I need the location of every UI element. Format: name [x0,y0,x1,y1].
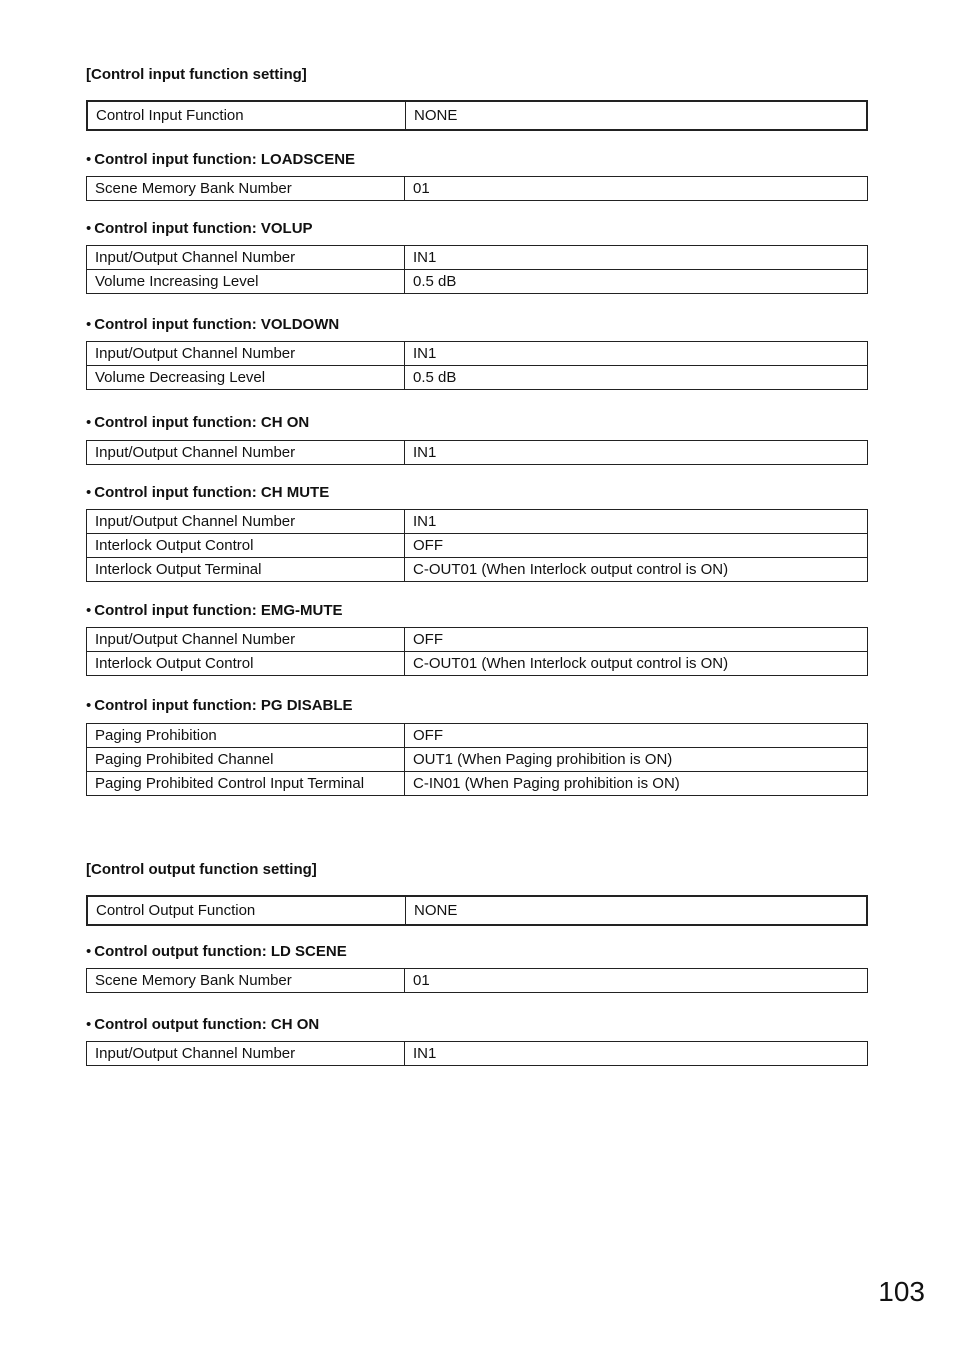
block-title-text: Control input function: EMG-MUTE [94,602,343,619]
bullet: • [86,220,92,237]
table-row [87,896,867,925]
bullet: • [86,1016,92,1033]
table-row [87,441,868,465]
block-title [86,943,347,961]
row-label: Volume Decreasing Level [87,366,405,390]
row-label: Interlock Output Terminal [87,558,405,582]
bullet: • [86,414,92,431]
section-title-input: [Control input function setting] [86,66,307,83]
section-title-output: [Control output function setting] [86,861,317,878]
block-title [86,697,353,715]
row-label: Input/Output Channel Number [87,510,405,534]
row-value: OUT1 (When Paging prohibition is ON) [405,748,868,772]
block-title [86,151,355,169]
output-ch-on-table [86,1041,868,1066]
row-label: Paging Prohibited Control Input Terminal [87,772,405,796]
row-value: C-OUT01 (When Interlock output control is ON) [405,558,868,582]
page-number: 103 [878,1276,925,1307]
row-value: C-IN01 (When Paging prohibition is ON) [405,772,868,796]
row-label: Interlock Output Control [87,652,405,676]
table-row [87,558,868,582]
ch-mute-table [86,509,868,582]
row-label: Input/Output Channel Number [87,441,405,465]
row-value: C-OUT01 (When Interlock output control is ON) [405,652,868,676]
row-value: IN1 [405,510,868,534]
table-row [87,772,868,796]
table-row [87,748,868,772]
bullet: • [86,151,92,168]
table-row [87,246,868,270]
row-value: IN1 [405,246,868,270]
bullet: • [86,602,92,619]
row-label: Control Output Function [87,896,406,925]
row-value: OFF [405,534,868,558]
table-row [87,1042,868,1066]
block-title-text: Control input function: VOLUP [94,220,313,237]
row-value: NONE [406,896,868,925]
row-value: OFF [405,724,868,748]
row-label: Scene Memory Bank Number [87,177,405,201]
row-label: Input/Output Channel Number [87,246,405,270]
bullet: • [86,943,92,960]
block-title [86,602,343,620]
block-title [86,1016,319,1034]
control-output-function-table [86,895,868,926]
table-row [87,652,868,676]
table-row [87,101,867,130]
row-value: IN1 [405,441,868,465]
block-title-text: Control output function: CH ON [94,1016,320,1033]
row-value: 01 [405,177,868,201]
bullet: • [86,484,92,501]
pg-disable-table [86,723,868,796]
table-row [87,270,868,294]
emg-mute-table [86,627,868,676]
block-title [86,414,309,432]
row-value: IN1 [405,342,868,366]
block-title-text: Control input function: VOLDOWN [94,316,340,333]
voldown-table [86,341,868,390]
row-value: OFF [405,628,868,652]
volup-table [86,245,868,294]
ld-scene-table [86,968,868,993]
block-title [86,484,329,502]
row-label: Input/Output Channel Number [87,1042,405,1066]
row-value: NONE [406,101,868,130]
block-title [86,220,313,238]
table-row [87,724,868,748]
row-value: 0.5 dB [405,270,868,294]
row-value: 01 [405,969,868,993]
block-title-text: Control input function: CH ON [94,414,310,431]
bullet: • [86,697,92,714]
row-value: IN1 [405,1042,868,1066]
table-row [87,342,868,366]
block-title [86,316,339,334]
table-row [87,366,868,390]
row-label: Control Input Function [87,101,406,130]
row-label: Paging Prohibition [87,724,405,748]
row-label: Input/Output Channel Number [87,342,405,366]
block-title-text: Control output function: LD SCENE [94,943,347,960]
loadscene-table [86,176,868,201]
bullet: • [86,316,92,333]
row-label: Scene Memory Bank Number [87,969,405,993]
block-title-text: Control input function: PG DISABLE [94,697,353,714]
table-row [87,534,868,558]
row-label: Volume Increasing Level [87,270,405,294]
row-label: Input/Output Channel Number [87,628,405,652]
block-title-text: Control input function: LOADSCENE [94,151,356,168]
row-label: Interlock Output Control [87,534,405,558]
control-input-function-table [86,100,868,131]
row-value: 0.5 dB [405,366,868,390]
ch-on-table [86,440,868,465]
table-row [87,969,868,993]
table-row [87,628,868,652]
table-row [87,177,868,201]
table-row [87,510,868,534]
block-title-text: Control input function: CH MUTE [94,484,330,501]
row-label: Paging Prohibited Channel [87,748,405,772]
